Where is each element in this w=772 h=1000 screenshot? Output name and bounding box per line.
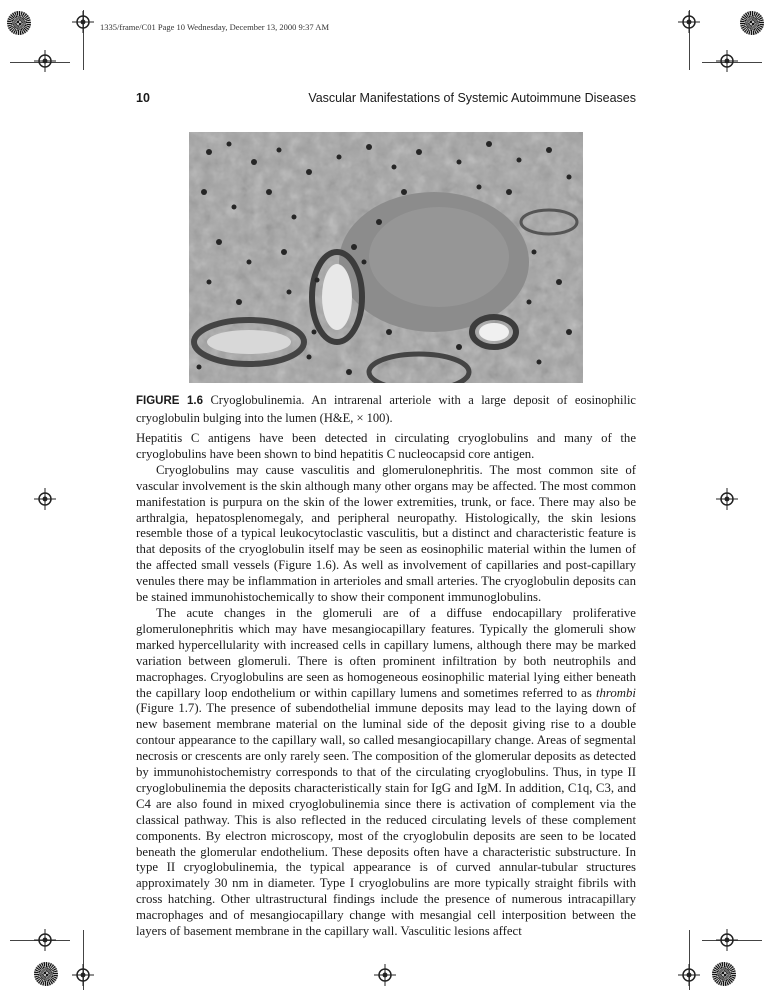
figure-caption <box>136 392 636 427</box>
registration-mark-icon <box>678 964 700 986</box>
running-head <box>136 91 636 107</box>
micrograph-image <box>189 132 583 383</box>
paragraph: Cryoglobulins may cause vasculitis and glomerulonephritis. The most common site of vascular involvement is the skin although many other organs may be affected. The most common manifestation is purpura on the skin of the lower extremities, trunk, or face. There may also be arthralgia, hepatosplenomegaly, and peripheral neuropathy. Histologically, the skin lesions resemble those of a typical leukocytoclastic vasculitis, but a distinct and characteristic feature is that deposits of the cryoglobulin itself may be seen as eosinophilic material within the lumen of the affected small vessels (Figure 1.6). As well as involvement of capillaries and post-capillary venules there may be inflammation in arterioles and small arteries. The cryoglobulin deposits can be stained immunohistochemically to show their component immunoglobulins. <box>136 462 636 605</box>
micrograph-figure <box>189 132 583 383</box>
paragraph-text: The acute changes in the glomeruli are of a diffuse endocapillary proliferative glomerulonephritis which may have mesangiocapillary features. Typically the glomeruli show marked hypercellularity with increased cells in capillary lumens, although there may be marked variation between glomeruli. There is often prominent infiltration by both neutrophils and macrophages. Cryoglobulins are seen as homogeneous eosinophilic material lying either beneath the capillary loop endothelium or within capillary lumens and sometimes referred to as <box>136 605 636 700</box>
running-title: Vascular Manifestations of Systemic Autoimmune Diseases <box>308 91 636 105</box>
registration-mark-icon <box>72 11 94 33</box>
registration-mark-icon <box>72 964 94 986</box>
body-text <box>136 431 636 940</box>
starburst-target-icon <box>7 11 31 35</box>
registration-mark-icon <box>678 11 700 33</box>
registration-mark-icon <box>374 964 396 986</box>
paragraph: Hepatitis C antigens have been detected in circulating cryoglobulins and many of the cryoglobulins have been shown to bind hepatitis C nucleocapsid core antigen. <box>136 431 636 461</box>
registration-mark-icon <box>716 929 738 951</box>
figure-label: FIGURE 1.6 <box>136 395 203 407</box>
starburst-target-icon <box>740 11 764 35</box>
registration-mark-icon <box>716 50 738 72</box>
paragraph <box>136 606 636 940</box>
starburst-target-icon <box>712 962 736 986</box>
page-number: 10 <box>136 91 150 105</box>
italic-term: thrombi <box>595 685 636 700</box>
registration-mark-icon <box>34 50 56 72</box>
starburst-target-icon <box>34 962 58 986</box>
registration-mark-icon <box>34 488 56 510</box>
registration-mark-icon <box>34 929 56 951</box>
printer-slug: 1335/frame/C01 Page 10 Wednesday, December 13, 2000 9:37 AM <box>100 22 330 32</box>
figure-caption-text: Cryoglobulinemia. An intrarenal arteriole with a large deposit of eosinophilic cryoglobulin bulging into the lumen (H&E, × 100). <box>136 393 636 425</box>
paragraph-text: (Figure 1.7). The presence of subendothelial immune deposits may lead to the laying down of new basement membrane material on the luminal side of the deposit giving rise to a double contour appearance to the capillary wall, so called mesangiocapillary change. Areas of segmental necrosis or crescents are only rarely seen. The composition of the glomerular deposits as detected by immunohistochemistry corresponds to that of the circulating cryoglobulins. Thus, in type II cryoglobulinemia the deposits characteristically stain for IgG and IgM. In addition, C1q, C3, and C4 are also found in mixed cryoglobulinemia since there is activation of complement via the classical pathway. This is also reflected in the reduced circulating levels of these complement components. By electron microscopy, most of the cryoglobulin deposits are seen to be located beneath the glomerular endothelium. These deposits often have a characteristic substructure. In type II cryoglobulinemia, the typical appearance is of curved annular-tubular structures approximately 30 nm in diameter. Type I cryoglobulins are more typically straight fibrils with cross hatching. Other ultrastructural findings include the presence of numerous intracapillary macrophages and of mesangiocapillary change with mesangial cell interposition between the layers of basement membrane in the capillary wall. Vasculitic lesions affect <box>136 701 636 939</box>
registration-mark-icon <box>716 488 738 510</box>
